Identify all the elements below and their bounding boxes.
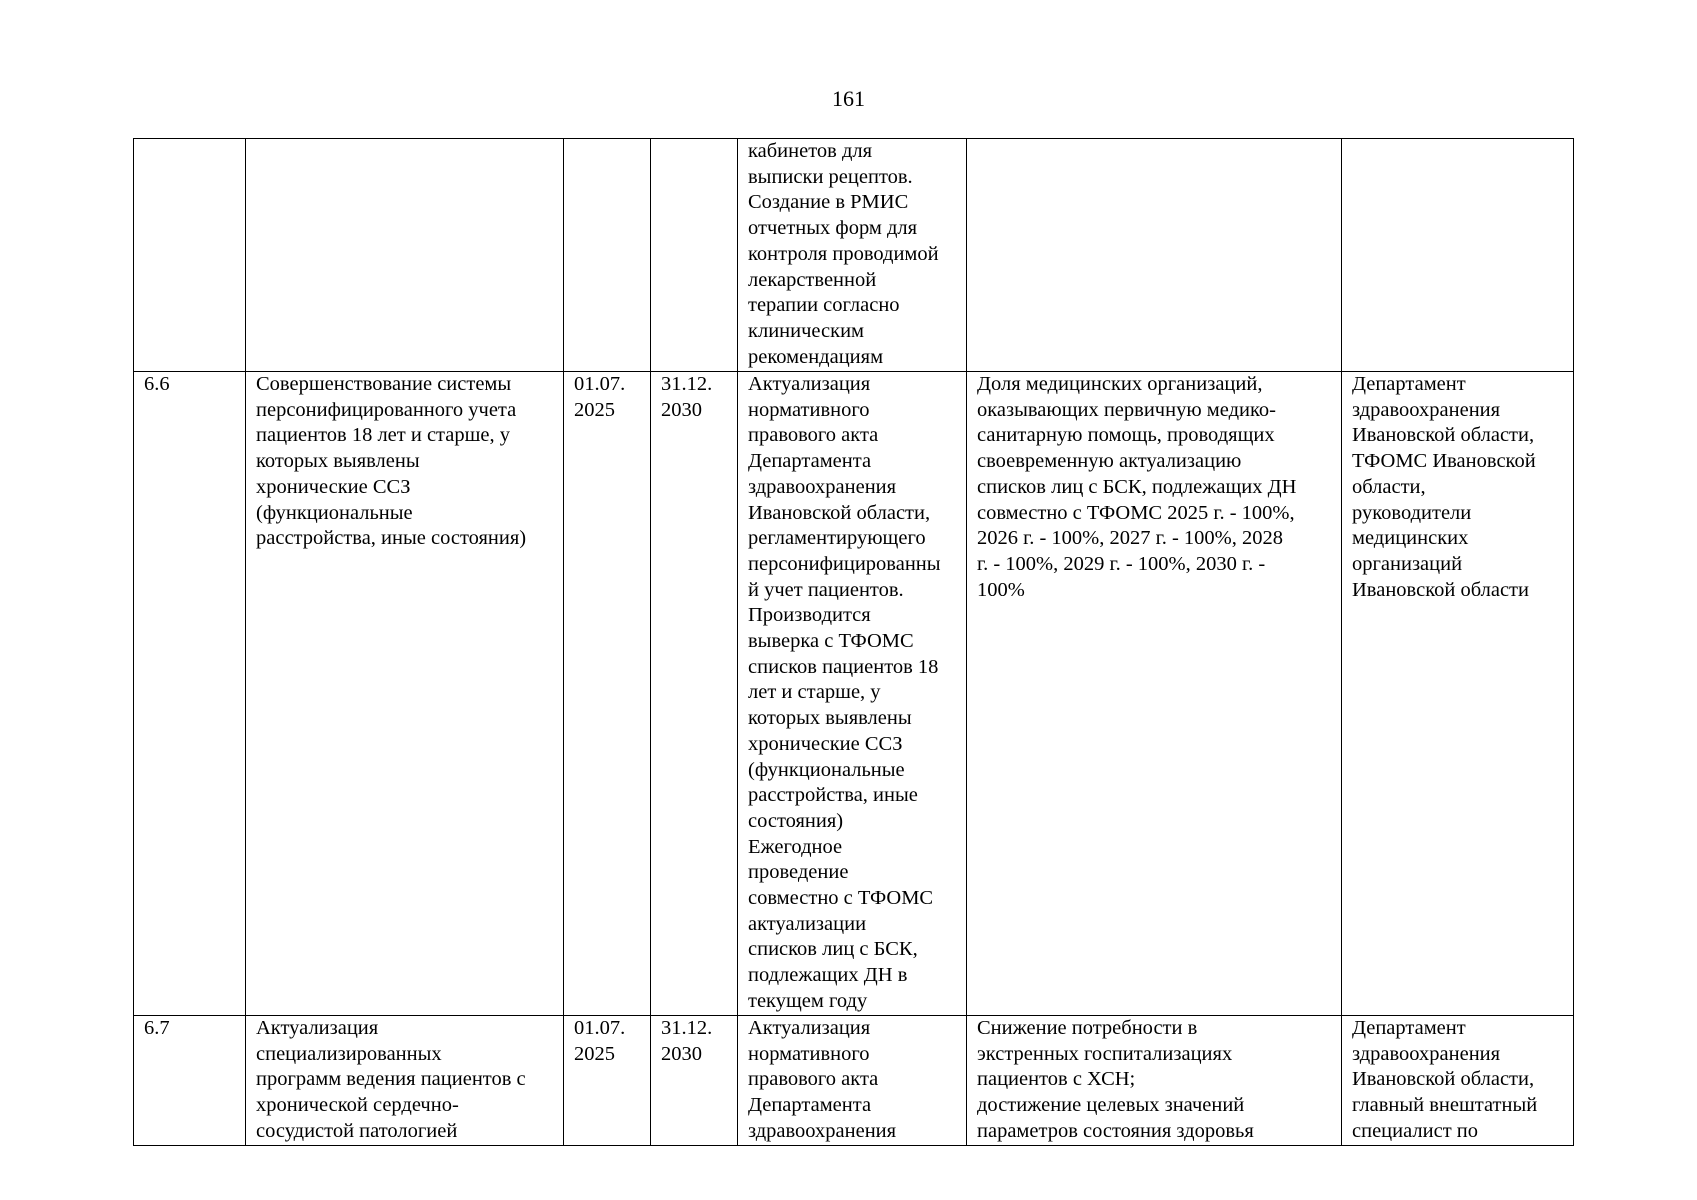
action-description: Актуализация нормативного правового акта Департамента здравоохранения (748, 1017, 897, 1142)
start-date-cell (564, 372, 651, 1016)
end-date: 31.12. 2030 (661, 1017, 713, 1065)
start-date-cell (564, 139, 651, 372)
responsible-cell (1342, 372, 1574, 1016)
action-description: Актуализация нормативного правового акта Департамента здравоохранения Ивановской области, регламентирующего персонифицированны й учет пациентов. Производится выверка с ТФОМС списков пациентов 18 лет и старше, у которых выявлены хронические ССЗ (функциональные расстройства, иные состояния) Ежегодное проведение совместно с ТФОМС актуализации списков лиц с БСК, подлежащих ДН в текущем году (748, 373, 941, 1012)
action-cell (738, 139, 967, 372)
start-date: 01.07. 2025 (574, 1017, 626, 1065)
action-cell (738, 372, 967, 1016)
indicator-cell (967, 139, 1342, 372)
start-date: 01.07. 2025 (574, 373, 626, 421)
end-date-cell (651, 139, 738, 372)
responsible-cell (1342, 1016, 1574, 1146)
end-date-cell (651, 372, 738, 1016)
responsible-cell (1342, 139, 1574, 372)
activity-name-cell (246, 1016, 564, 1146)
indicator-text: Снижение потребности в экстренных госпитализациях пациентов с ХСН; достижение целевых значений параметров состояния здоровья (977, 1017, 1254, 1142)
page-number: 161 (832, 86, 865, 111)
activity-name: Совершенствование системы персонифицированного учета пациентов 18 лет и старше, у которых выявлены хронические ССЗ (функциональные расстройства, иные состояния) (256, 373, 527, 550)
indicator-cell (967, 1016, 1342, 1146)
end-date-cell (651, 1016, 738, 1146)
plan-table (133, 138, 1574, 1146)
row-number-cell (134, 139, 246, 372)
activity-name-cell (246, 372, 564, 1016)
row-number: 6.6 (144, 373, 170, 395)
row-number-cell (134, 1016, 246, 1146)
action-description: кабинетов для выписки рецептов. Создание в РМИС отчетных форм для контроля проводимой лекарственной терапии согласно клиническим рекомендациям (748, 140, 939, 368)
table-row (134, 139, 1574, 372)
row-number: 6.7 (144, 1017, 170, 1039)
table-row (134, 372, 1574, 1016)
end-date: 31.12. 2030 (661, 373, 713, 421)
table-row (134, 1016, 1574, 1146)
responsible-text: Департамент здравоохранения Ивановской области, главный внештатный специалист по (1352, 1017, 1538, 1142)
activity-name: Актуализация специализированных программ ведения пациентов с хронической сердечно- сосудистой патологией (256, 1017, 526, 1142)
row-number-cell (134, 372, 246, 1016)
action-cell (738, 1016, 967, 1146)
start-date-cell (564, 1016, 651, 1146)
indicator-text: Доля медицинских организаций, оказывающих первичную медико- санитарную помощь, проводящих своевременную актуализацию списков лиц с БСК, подлежащих ДН совместно с ТФОМС 2025 г. - 100%, 2026 г. - 100%, 2027 г. - 100%, 2028 г. - 100%, 2029 г. - 100%, 2030 г. - 100% (977, 373, 1297, 601)
responsible-text: Департамент здравоохранения Ивановской области, ТФОМС Ивановской области, руководители медицинских организаций Ивановской области (1352, 373, 1536, 601)
indicator-cell (967, 372, 1342, 1016)
activity-name-cell (246, 139, 564, 372)
